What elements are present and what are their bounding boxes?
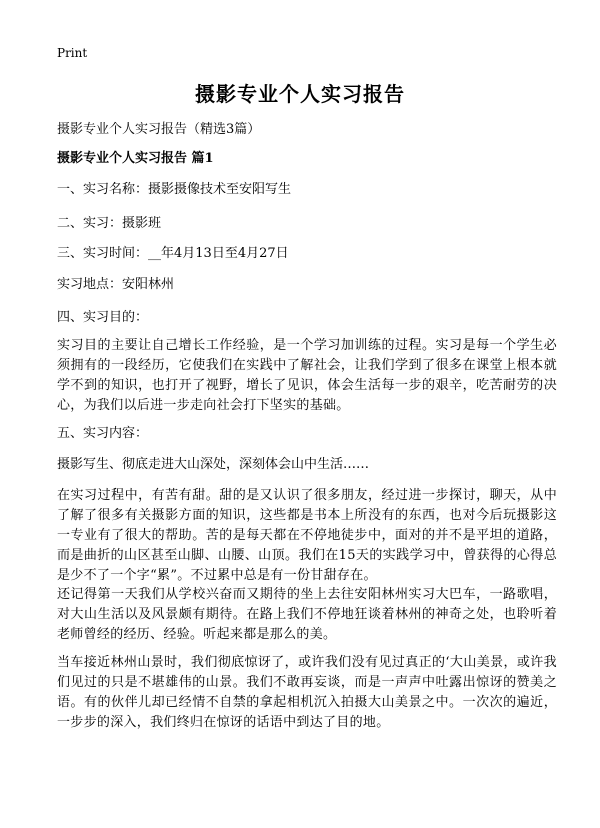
page-title: 摄影专业个人实习报告 [195, 82, 405, 106]
paragraph-place: 实习地点：安阳林州 [57, 277, 175, 292]
paragraph-content-heading: 五、实习内容： [57, 426, 149, 441]
paragraph-content-2: 还记得第一天我们从学校兴奋而又期待的坐上去往安阳林州实习大巴车，一路歌唱，对大山生活以及风景颇有期待。在路上我们不停地狂谈着林州的神奇之处，也聆听着老师曾经的经历、经验。听起来都是那么的美。 [57, 587, 557, 642]
paragraph-content-3: 当车接近林州山景时，我们彻底惊讶了，或许我们没有见过真正的‘大山美景，或许我们见过的只是不堪雄伟的山景。我们不敢再妄谈，而是一声声中吐露出惊讶的赞美之语。有的伙伴儿却已经情不自禁的拿起相机沉入拍摄大山美景之中。一次次的遍近，一步步的深入，我们终归在惊讶的话语中到达了目的地。 [57, 655, 557, 730]
paragraph-time: 三、实习时间：__年4月13日至4月27日 [57, 246, 289, 261]
section-heading: 摄影专业个人实习报告 篇1 [57, 151, 214, 166]
paragraph-purpose: 实习目的主要让自己增长工作经验，是一个学习加训练的过程。实习是每一个学生必须拥有的一段经历，它使我们在实践中了解社会，让我们学到了很多在课堂上根本就学不到的知识，也打开了视野，增长了见识，体会生活每一步的艰辛，吃苦耐劳的决心，为我们以后进一步走向社会打下坚实的基础。 [57, 338, 557, 413]
paragraph-purpose-heading: 四、实习目的： [57, 310, 149, 325]
paragraph-class: 二、实习：摄影班 [57, 216, 162, 231]
paragraph-content-intro: 摄影写生、彻底走进大山深处，深刻体会山中生活…… [57, 457, 370, 472]
paragraph-content-1: 在实习过程中，有苦有甜。甜的是又认识了很多朋友，经过进一步探讨，聊天，从中了解了很多有关摄影方面的知识，这些都是书本上所没有的东西，也对今后玩摄影这一专业有了很大的帮助。苦的是每天都在不停地徒步中，面对的并不是平坦的道路，而是曲折的山区甚至山脚、山腰、山顶。我们在15天的实践学习中，曾获得的心得总是少不了一个字“累”。不过累中总是有一份甘甜存在。 [57, 488, 557, 583]
paragraph-name: 一、实习名称：摄影摄像技术至安阳写生 [57, 182, 292, 197]
print-link[interactable]: Print [57, 46, 88, 60]
document-subtitle: 摄影专业个人实习报告（精选3篇） [57, 122, 261, 137]
